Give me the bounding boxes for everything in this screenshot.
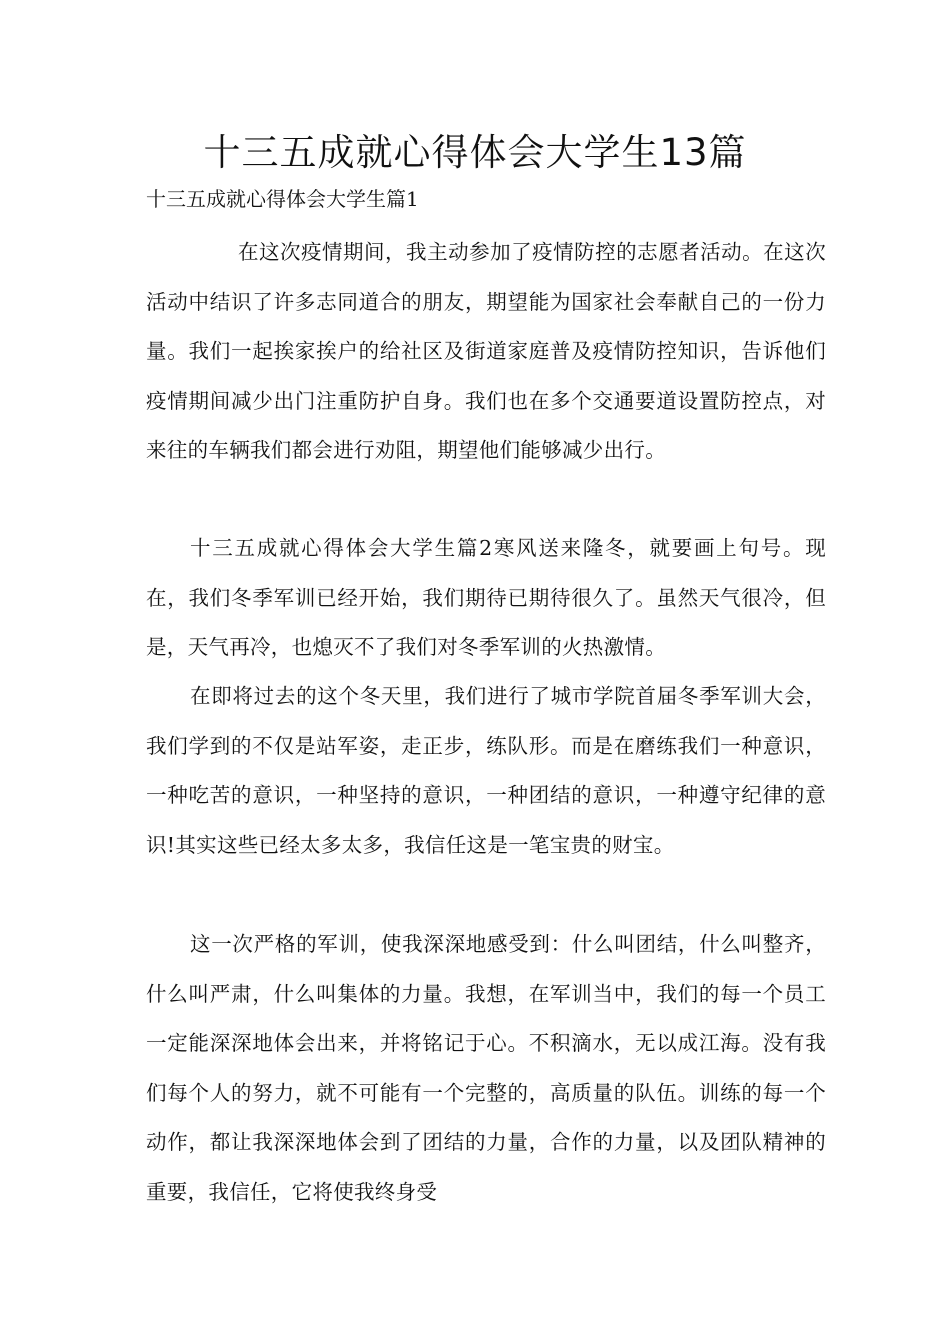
paragraph-2: 十三五成就心得体会大学生篇2寒风送来隆冬，就要画上句号。现在，我们冬季军训已经开始，我们期待已期待很久了。虽然天气很冷，但是，天气再冷，也熄灭不了我们对冬季军训的火热激情。 <box>146 536 826 659</box>
paragraph-3: 在即将过去的这个冬天里，我们进行了城市学院首届冬季军训大会，我们学到的不仅是站军姿，走正步，练队形。而是在磨练我们一种意识，一种吃苦的意识，一种坚持的意识，一种团结的意识，一种遵守纪律的意识!其实这些已经太多太多，我信任这是一笔宝贵的财宝。 <box>146 684 826 857</box>
paragraph-4: 这一次严格的军训，使我深深地感受到：什么叫团结，什么叫整齐，什么叫严肃，什么叫集体的力量。我想，在军训当中，我们的每一个员工一定能深深地体会出来，并将铭记于心。不积滴水，无以成江海。没有我们每个人的努力，就不可能有一个完整的，高质量的队伍。训练的每一个动作，都让我深深地体会到了团结的力量，合作的力量，以及团队精神的重要，我信任，它将使我终身受 <box>146 932 826 1204</box>
section-heading: 十三五成就心得体会大学生篇1 <box>146 187 419 211</box>
document-title: 十三五成就心得体会大学生13篇 <box>203 131 747 174</box>
paragraph-1: 在这次疫情期间，我主动参加了疫情防控的志愿者活动。在这次活动中结识了许多志同道合的朋友，期望能为国家社会奉献自己的一份力量。我们一起挨家挨户的给社区及街道家庭普及疫情防控知识，告诉他们疫情期间减少出门注重防护自身。我们也在多个交通要道设置防控点，对来往的车辆我们都会进行劝阻，期望他们能够减少出行。 <box>146 240 826 462</box>
